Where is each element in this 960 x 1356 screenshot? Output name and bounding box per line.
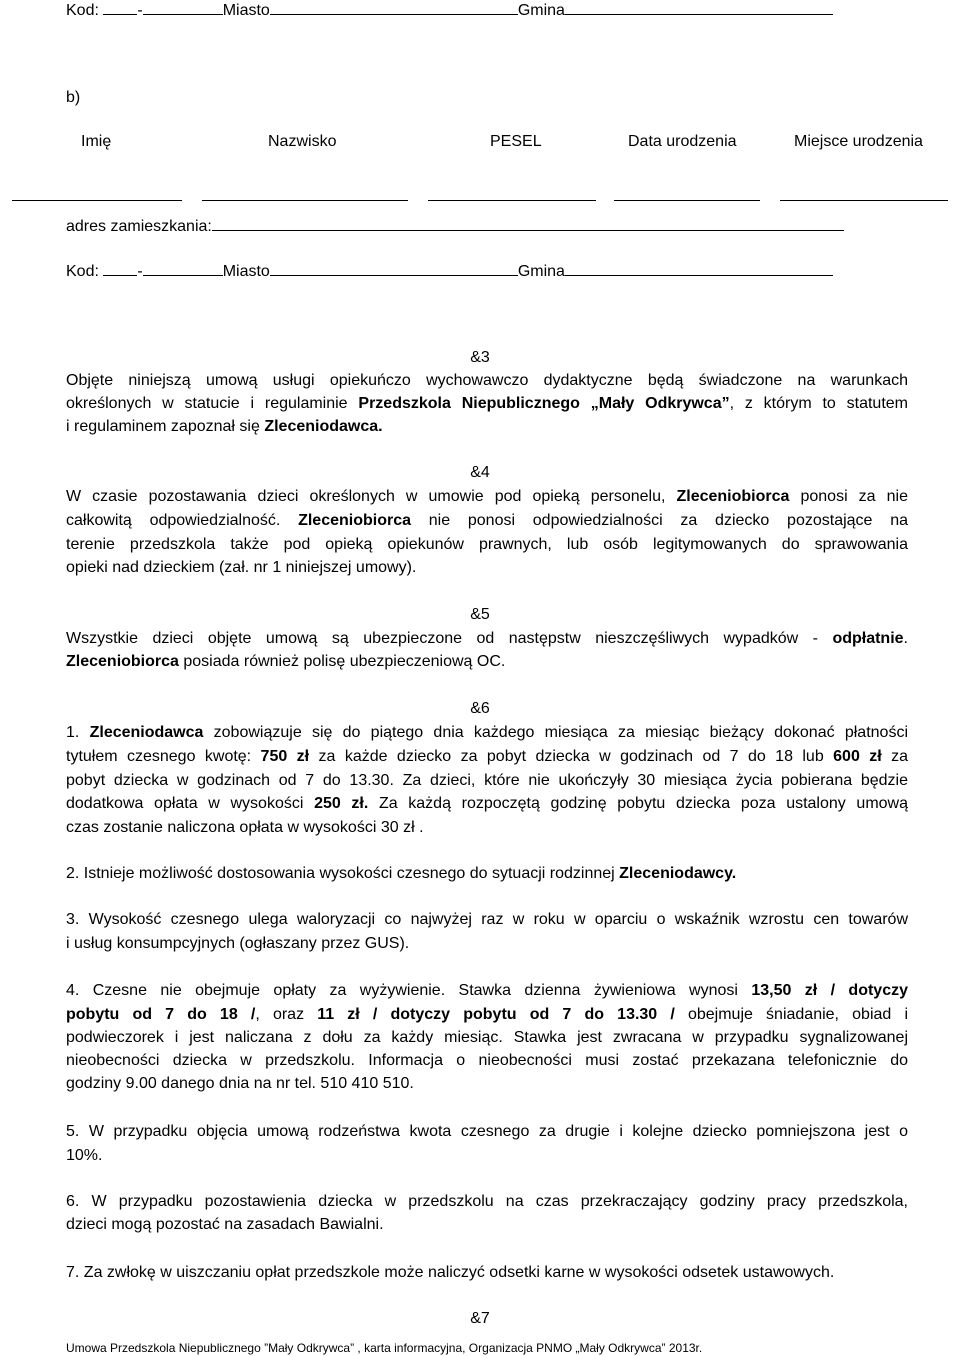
- section-3-line-3: i regulaminem zapoznał się Zleceniodawca.: [66, 418, 383, 435]
- item-4-line-3: podwieczorek i jest naliczana z dołu za każdy miesiąc. Stawka jest zwracana w przypadku sygnalizowanej: [66, 1029, 908, 1046]
- section-4-line-4: opieki nad dzieckiem (zał. nr 1 niniejszej umowy).: [66, 559, 417, 576]
- column-nazwisko: Nazwisko: [268, 133, 337, 150]
- section-4-heading: &4: [470, 464, 490, 481]
- section-5-heading: &5: [470, 606, 490, 623]
- column-data-urodzenia: Data urodzenia: [628, 133, 737, 150]
- section-4-line-3: terenie przedszkola także pod opieką opiekunów prawnych, lub osób legitymowanych do sprawowania: [66, 536, 908, 553]
- item-7: 7. Za zwłokę w uiszczaniu opłat przedszkole może naliczyć odsetki karne w wysokości odsetek ustawowych.: [66, 1264, 835, 1281]
- section-4-line-1: W czasie pozostawania dzieci określonych w umowie pod opieką personelu, Zleceniobiorca ponosi za nie: [66, 488, 909, 505]
- nazwisko-field[interactable]: [202, 200, 408, 201]
- item-4-line-1: 4. Czesne nie obejmuje opłaty za wyżywienie. Stawka dzienna żywieniowa wynosi 13,50 zł / dotyczy: [66, 982, 908, 999]
- kod2-field-2[interactable]: [143, 259, 223, 276]
- item-6-line-2: dzieci mogą pozostać na zasadach Bawialni.: [66, 1216, 384, 1233]
- section-6-heading: &6: [470, 700, 490, 717]
- residence-address-line: [66, 214, 908, 237]
- item-1-line-1: 1. Zleceniodawca zobowiązuje się do piątego dnia każdego miesiąca za miesiąc bieżący dokonać płatności: [66, 724, 908, 741]
- section-7-heading: &7: [470, 1310, 490, 1327]
- gmina2-field[interactable]: [565, 259, 833, 276]
- data-urodzenia-field[interactable]: [614, 200, 760, 201]
- section-3-line-1: Objęte niniejszą umową usługi opiekuńczo wychowawczo dydaktyczne będą świadczone na warunkach: [66, 372, 908, 389]
- section-3-line-2: określonych w statucie i regulaminie Przedszkola Niepublicznego „Mały Odkrywca”, z którym to statutem: [66, 395, 909, 412]
- item-1-line-5: czas zostanie naliczona opłata w wysokości 30 zł .: [66, 819, 424, 836]
- item-1-line-3: pobyt dziecka w godzinach od 7 do 13.30. Za dzieci, które nie ukończyły 30 miesiąca życia pobierana będzie: [66, 772, 908, 789]
- gmina-field[interactable]: [565, 0, 833, 15]
- kod2-field-1[interactable]: [103, 259, 137, 276]
- section-3-heading: &3: [470, 349, 490, 366]
- miasto-field[interactable]: [270, 0, 518, 15]
- item-3-line-2: i usług konsumpcyjnych (ogłaszany przez GUS).: [66, 935, 410, 952]
- section-5-line-1: Wszystkie dzieci objęte umową są ubezpieczone od następstw nieszczęśliwych wypadków - odpłatnie.: [66, 630, 908, 647]
- item-4-line-5: godziny 9.00 danego dnia na nr tel. 510 410 510.: [66, 1075, 414, 1092]
- miejsce-urodzenia-field[interactable]: [780, 200, 948, 201]
- miasto-label: Miasto: [222, 2, 270, 19]
- address-line-2: Kod: - Miasto Gmina: [66, 259, 908, 282]
- column-pesel: PESEL: [490, 133, 542, 150]
- column-miejsce-urodzenia: Miejsce urodzenia: [794, 133, 923, 150]
- section-5-line-2: Zleceniobiorca posiada również polisę ubezpieczeniową OC.: [66, 653, 506, 670]
- residence-address-label: adres zamieszkania:: [66, 218, 212, 235]
- kod-label: Kod:: [66, 2, 99, 19]
- item-1-line-2: tytułem czesnego kwotę: 750 zł za każde dziecko za pobyt dziecka w godzinach od 7 do 18 lub 600 zł za: [66, 748, 909, 765]
- item-3-line-1: 3. Wysokość czesnego ulega waloryzacji co najwyżej raz w roku w oparciu o wskaźnik wzrostu cen towarów: [66, 911, 908, 928]
- kod-field-2[interactable]: [143, 0, 223, 15]
- gmina-label: Gmina: [517, 2, 565, 19]
- residence-address-field[interactable]: [212, 214, 844, 231]
- item-2: 2. Istnieje możliwość dostosowania wysokości czesnego do sytuacji rodzinnej Zleceniodawcy.: [66, 865, 737, 882]
- page-footer: Umowa Przedszkola Niepublicznego ”Mały Odkrywca” , karta informacyjna, Organizacja PNMO „Mały Odkrywca” 2013r.: [66, 1341, 703, 1355]
- kod-field-1[interactable]: [103, 0, 137, 15]
- section-b-label: b): [66, 89, 81, 106]
- imie-field[interactable]: [12, 200, 182, 201]
- item-5-line-1: 5. W przypadku objęcia umową rodzeństwa kwota czesnego za drugie i kolejne dziecko pomniejszona jest o: [66, 1123, 908, 1140]
- item-4-line-2: pobytu od 7 do 18 /, oraz 11 zł / dotyczy pobytu od 7 do 13.30 / obejmuje śniadanie, obiad i: [66, 1006, 909, 1023]
- section-4-line-2: całkowitą odpowiedzialność. Zleceniobiorca nie ponosi odpowiedzialności za dziecko pozostające na: [66, 512, 908, 529]
- item-5-line-2: 10%.: [66, 1147, 103, 1164]
- item-4-line-4: nieobecności dziecka w przedszkolu. Informacja o nieobecności musi zostać przekazana telefonicznie do: [66, 1052, 908, 1069]
- miasto2-field[interactable]: [270, 259, 518, 276]
- pesel-field[interactable]: [428, 200, 596, 201]
- item-1-line-4: dodatkowa opłata w wysokości 250 zł. Za każdą rozpoczętą godzinę pobytu dziecka poza ustalony umową: [66, 795, 909, 812]
- item-6-line-1: 6. W przypadku pozostawienia dziecka w przedszkolu na czas przekraczający godziny pracy przedszkola,: [66, 1193, 908, 1210]
- column-imie: Imię: [81, 133, 112, 150]
- address-line-1: Kod: - Miasto Gmina: [66, 0, 908, 21]
